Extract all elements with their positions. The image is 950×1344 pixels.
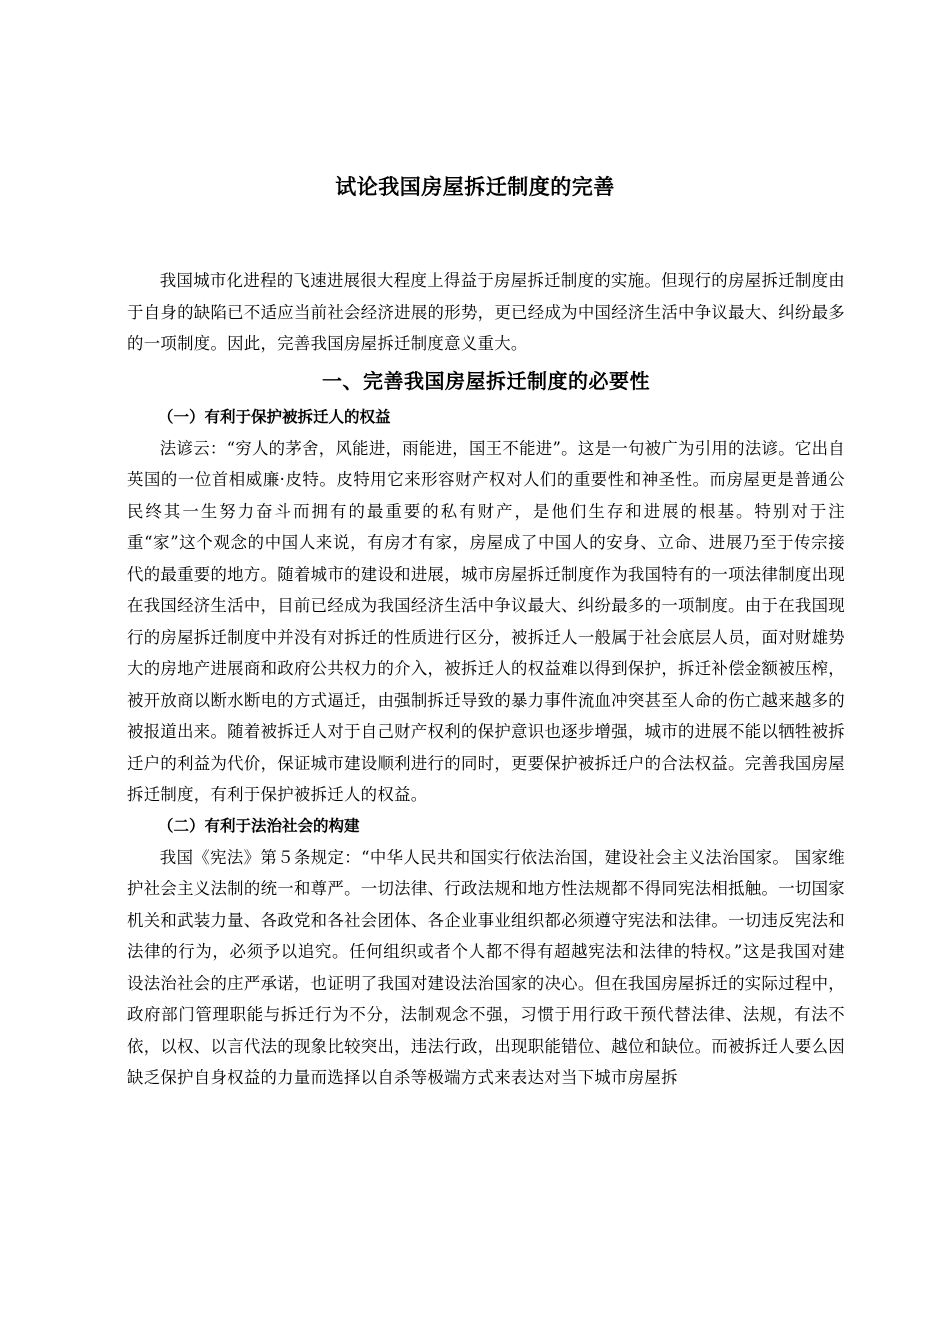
subsection-2-heading: （二）有利于法治社会的构建: [158, 816, 360, 835]
subsection-1-heading: （一）有利于保护被拆迁人的权益: [158, 407, 391, 426]
intro-paragraph: 我国城市化进程的飞速进展很大程度上得益于房屋拆迁制度的实施。但现行的房屋拆迁制度由于自身的缺陷已不适应当前社会经济进展的形势，更已经成为中国经济生活中争议最大、纠纷最多的一项制度。因此，完善我国房屋拆迁制度意义重大。: [127, 271, 845, 353]
section-1-heading: 一、完善我国房屋拆迁制度的必要性: [322, 368, 650, 393]
subsection-1-paragraph: 法谚云：“穷人的茅舍，风能进，雨能进，国王不能进”。这是一句被广为引用的法谚。它出自英国的一位首相威廉·皮特。皮特用它来形容财产权对人们的重要性和神圣性。而房屋更是普通公民终其一生努力奋斗而拥有的最重要的私有财产，是他们生存和进展的根基。特别对于注重“家”这个观念的中国人来说，有房才有家，房屋成了中国人的安身、立命、进展乃至于传宗接代的最重要的地方。随着城市的建设和进展，城市房屋拆迁制度作为我国特有的一项法律制度出现在我国经济生活中，目前已经成为我国经济生活中争议最大、纠纷最多的一项制度。由于在我国现行的房屋拆迁制度中并没有对拆迁的性质进行区分，被拆迁人一般属于社会底层人员，面对财雄势大的房地产进展商和政府公共权力的介入，被拆迁人的权益难以得到保护，拆迁补偿金额被压榨，被开放商以断水断电的方式逼迁，由强制拆迁导致的暴力事件流血冲突甚至人命的伤亡越来越多的被报道出来。随着被拆迁人对于自己财产权利的保护意识也逐步增强，城市的进展不能以牺牲被拆迁户的利益为代价，保证城市建设顺利进行的同时，更要保护被拆迁户的合法权益。完善我国房屋拆迁制度，有利于保护被拆迁人的权益。: [127, 438, 845, 804]
document-body: [127, 265, 845, 1094]
subsection-2-paragraph: 我国《宪法》第５条规定：“中华人民共和国实行依法治国，建设社会主义法治国家。 国家维护社会主义法制的统一和尊严。一切法律、行政法规和地方性法规都不得同宪法相抵触。一切国家机关和武装力量、各政党和各社会团体、各企业事业组织都必须遵守宪法和法律。一切违反宪法和法律的行为，必须予以追究。任何组织或者个人都不得有超越宪法和法律的特权。”这是我国对建设法治社会的庄严承诺，也证明了我国对建设法治国家的决心。但在我国房屋拆迁的实际过程中，政府部门管理职能与拆迁行为不分，法制观念不强，习惯于用行政干预代替法律、法规，有法不依，以权、以言代法的现象比较突出，违法行政，出现职能错位、越位和缺位。而被拆迁人要么因缺乏保护自身权益的力量而选择以自杀等极端方式来表达对当下城市房屋拆: [127, 847, 845, 1087]
document-title: 试论我国房屋拆迁制度的完善: [335, 175, 615, 199]
